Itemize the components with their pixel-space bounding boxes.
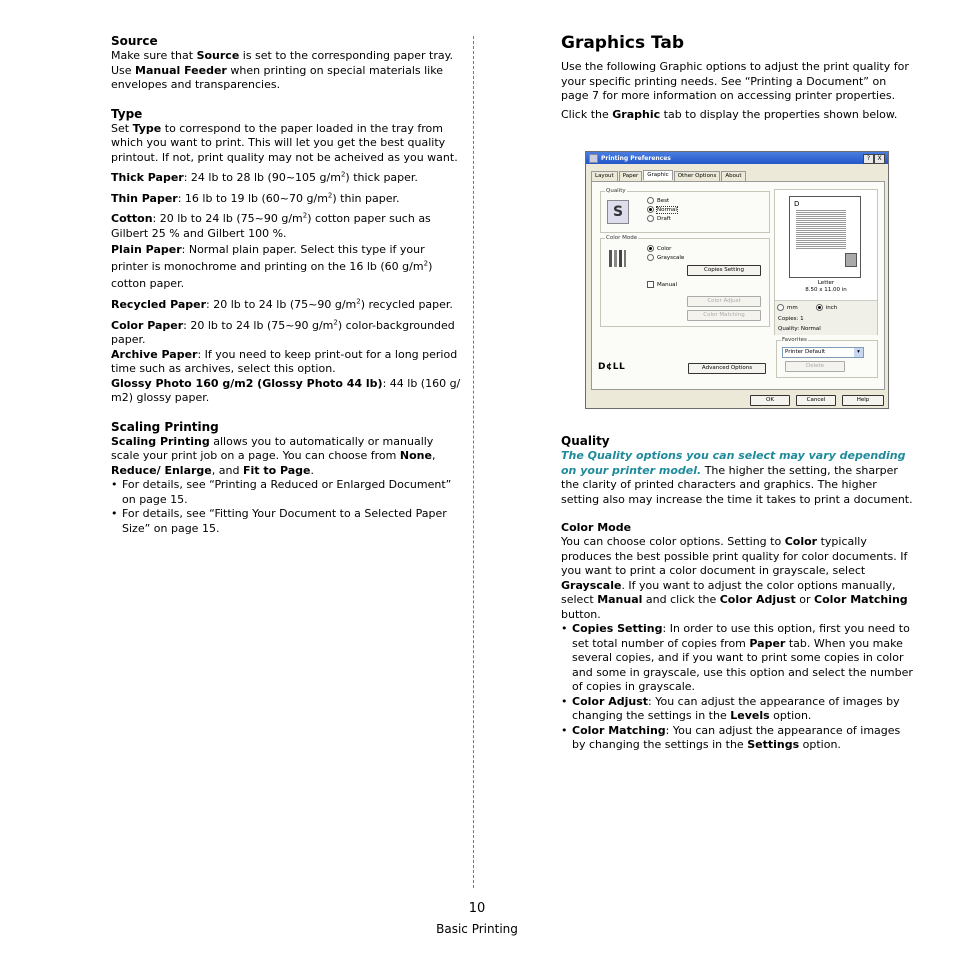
ok-button[interactable]: OK [750,395,790,406]
scaling-paragraph: Scaling Printing allows you to automatically or manually scale your print job on a page. You can choose from None, Reduce/ Enlarge, and Fit to Page. [111,434,436,477]
close-icon[interactable]: X [874,154,885,164]
scaling-heading: Scaling Printing [111,419,219,434]
plain-paper: Plain Paper: Normal plain paper. Select this type if your printer is monochrome and printing on the 16 lb (60 $g/m^2$) cotton paper. [111,243,433,290]
list-item: • Copies Setting: In order to use this option, first you need to set total number of copies from Paper tab. When you make several copies, and if you want to print some copies in color and some in grayscale, use this option and select the number of copies in grayscale. [561,622,913,695]
favorites-select[interactable]: Printer Default ▾ [782,347,864,358]
favorites-group: Favorites Printer Default ▾ Delete [776,340,878,378]
text-lines [796,209,846,250]
tab-paper[interactable]: Paper [619,171,643,181]
tab-graphic[interactable]: Graphic [643,170,672,180]
source-heading: Source [111,34,158,48]
quality-readout: Quality: Normal [778,326,821,332]
color-mode-list [561,622,913,753]
intro-paragraph: Use the following Graphic options to adjust the print quality for your specific printing needs. See “Printing a Document” on page 7 for more information on accessing printer properties. [561,60,909,102]
cancel-button[interactable]: Cancel [796,395,836,406]
radio-best[interactable]: Best [647,197,677,204]
dell-logo: D¢LL [598,362,626,372]
printing-preferences-dialog [585,151,889,409]
radio-draft[interactable]: Draft [647,215,677,222]
color-paper: Color Paper: 20 lb to 24 lb (75~90 $g/m^2$) color-backgrounded paper. [111,317,455,346]
list-item: • Color Matching: You can adjust the appearance of images by changing the settings in the Settings option. [561,724,913,753]
glossy-paper: Glossy Photo 160 g/m2 (Glossy Photo 44 lb): 44 lb (160 g/ m2) glossy paper. [111,376,461,404]
page-number: 10 [468,901,486,916]
radio-inch[interactable]: inch [816,304,838,311]
quality-heading: Quality [561,434,610,448]
thick-paper: Thick Paper: 24 lb to 28 lb (90~105 $g/m^2$) thick paper. [111,170,418,184]
archive-paper: Archive Paper: If you need to keep print-out for a long period time such as archives, select this option. [111,347,458,375]
color-mode-paragraph: You can choose color options. Setting to Color typically produces the best possible print quality for color documents. If you want to print a color document in grayscale, select Grayscale. If you want to adjust the color options manually, select Manual and click the Color Adjust or Color Matching button. [561,535,908,621]
graphic-panel [591,181,885,390]
dialog-titlebar [586,152,888,164]
recycled-paper: Recycled Paper: 20 lb to 24 lb (75~90 $g/m^2$) recycled paper. [111,297,453,311]
tab-other-options[interactable]: Other Options [674,171,721,181]
list-item: • For details, see “Printing a Reduced or Enlarged Document” on page 15. [111,478,463,507]
radio-mm[interactable]: mm [777,304,798,311]
right-column-lower [561,434,913,753]
type-paragraph: Set Type to correspond to the paper loaded in the tray from which you want to print. This will let you get the best quality printout. If not, print quality may not be acheived as you want. [111,121,458,164]
help-icon[interactable]: ? [863,154,874,164]
dialog-tabs [591,171,747,181]
preview-panel [774,189,878,335]
page-preview: D [789,196,861,278]
help-button[interactable]: Help [842,395,884,406]
chevron-down-icon: ▾ [854,348,863,357]
type-heading: Type [111,106,143,121]
scaling-list [111,478,463,536]
column-divider [473,36,474,888]
right-column [561,32,913,122]
list-item: • For details, see “Fitting Your Document to a Selected Paper Size” on page 15. [111,507,463,536]
advanced-options-button[interactable]: Advanced Options [688,363,766,374]
list-item: • Color Adjust: You can adjust the appearance of images by changing the settings in the Levels option. [561,695,913,724]
color-adjust-button[interactable]: Color Adjust [687,296,761,307]
color-matching-button[interactable]: Color Matching [687,310,761,321]
tab-layout[interactable]: Layout [591,171,618,181]
click-paragraph: Click the Graphic tab to display the properties shown below. [561,107,898,121]
color-mode-heading: Color Mode [561,521,632,534]
paper-size: 8.50 x 11.00 in [805,287,847,293]
thin-paper: Thin Paper: 16 lb to 19 lb (60~70 $g/m^2$) thin paper. [111,190,400,205]
radio-normal[interactable]: Normal [647,206,677,213]
delete-button[interactable]: Delete [785,361,845,372]
radio-color[interactable]: Color [647,245,684,252]
radio-grayscale[interactable]: Grayscale [647,254,684,261]
color-mode-group: Color Mode Color Grayscale Copies Setting Manual Color Adjust Color Matching [600,238,770,327]
cotton-paper: Cotton: 20 lb to 24 lb (75~90 $g/m^2$) cotton paper such as Gilbert 25 % and Gilbert 100 %. [111,211,431,240]
copies-readout: Copies: 1 [778,316,804,322]
source-paragraph: Make sure that Source is set to the corresponding paper tray. Use Manual Feeder when printing on special materials like envelopes and transparencies. [111,49,454,91]
copies-setting-button[interactable]: Copies Setting [687,265,761,276]
manual-checkbox[interactable]: Manual [647,281,677,288]
image-thumbnail-icon [845,253,857,267]
printer-icon [589,154,598,163]
left-column [111,34,463,536]
tab-about[interactable]: About [721,171,745,181]
page-title: Graphics Tab [561,33,685,53]
dialog-title: Printing Preferences [601,154,671,162]
color-pencils-icon [607,247,627,269]
paper-name: Letter [817,280,835,286]
quality-s-icon: S [607,200,629,224]
quality-group: Quality S Best Normal Draft [600,191,770,233]
quality-paragraph: The Quality options you can select may vary depending on your printer model. The higher the setting, the sharper the clarity of printed characters and graphics. The higher setting also may increase the time it takes to print a document. [561,449,913,506]
footer-section: Basic Printing [436,922,518,936]
